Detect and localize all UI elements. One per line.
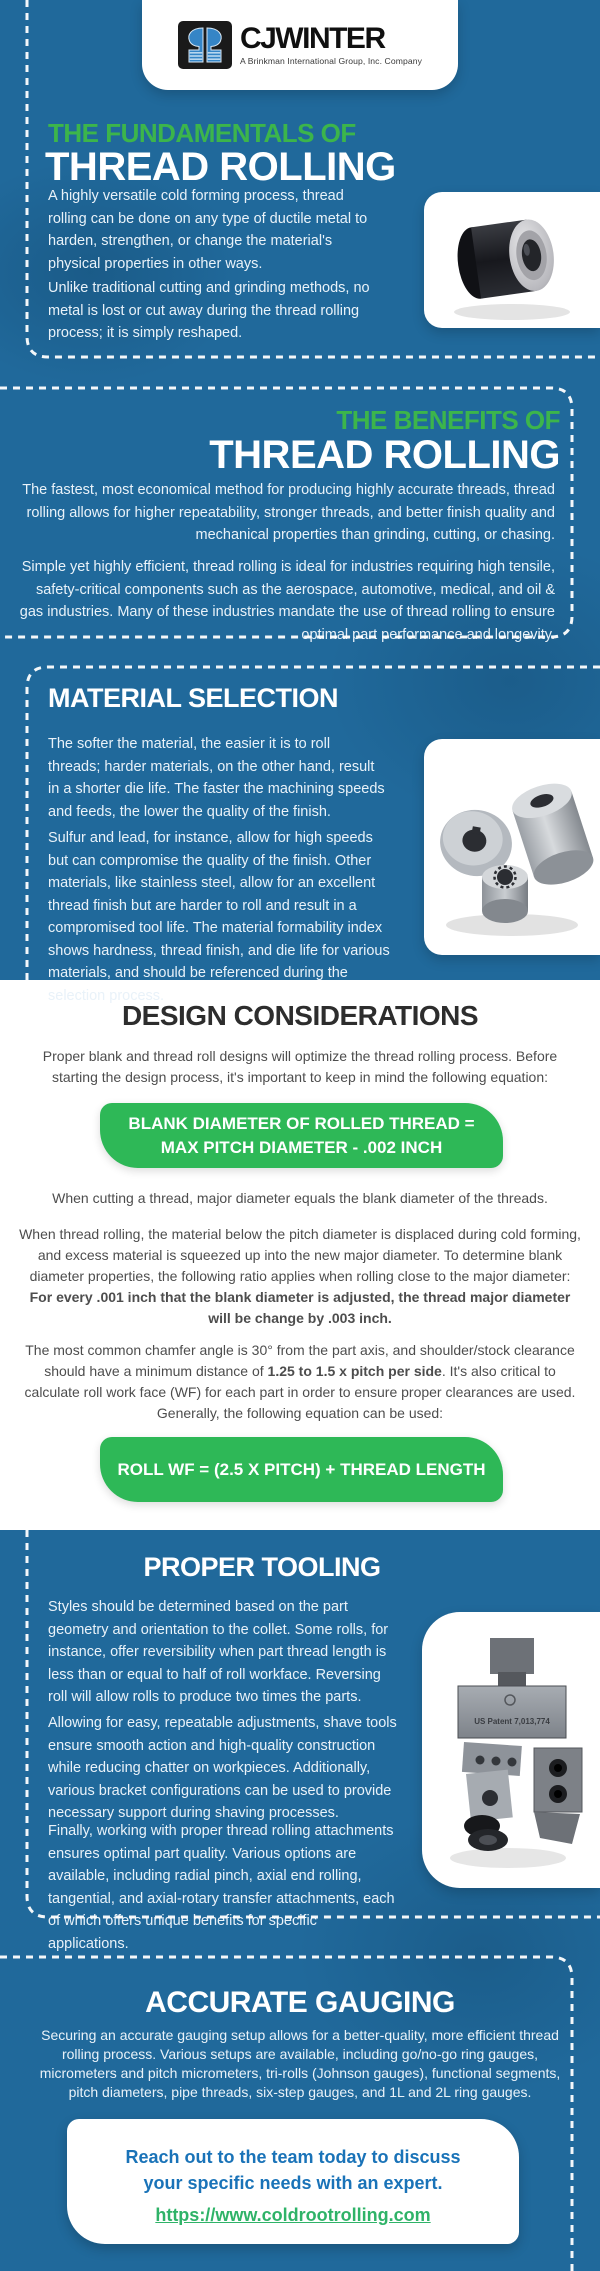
design-rolling-bold: For every .001 inch that the blank diameter is adjusted, the thread major diameter will be change by .003 inch.	[29, 1289, 571, 1326]
tooling-paragraph-2: Allowing for easy, repeatable adjustments, shave tools ensure smooth action and high-quality construction while reducing chatter on workpieces. Additionally, various bracket configurations can be used to provide necessary support during shaving processes.	[48, 1715, 397, 1821]
tooling-paragraph-1: Styles should be determined based on the part geometry and orientation to the collet. Some rolls, for instance, offer reversibility when part thread length is less than or equal to half of roll workface. Reversing roll will allow rolls to produce two times the parts.	[48, 1599, 389, 1705]
fundamentals-paragraph-1: A highly versatile cold forming process, thread rolling can be done on any type of ductile metal to harden, strengthen, or change the material's physical properties in other ways.	[48, 188, 368, 272]
benefits-paragraph-2: Simple yet highly efficient, thread rolling is ideal for industries requiring high tensile, safety-critical components such as the aerospace, automotive, medical, and oil & gas industries. Many of these industries mandate the use of thread rolling to ensure optimal part performance and longevity.	[19, 559, 555, 643]
design-cutting-note: When cutting a thread, major diameter equals the blank diameter of the threads.	[52, 1190, 548, 1206]
design-intro: Proper blank and thread roll designs will optimize the thread rolling process. Before starting the design process, it's important to keep in mind the following equation:	[42, 1048, 558, 1085]
thread-roll-dies-photo	[424, 739, 600, 955]
design-chamfer-pre: The most common chamfer angle is 30° from the part axis, and shoulder/stock clearance should have a minimum distance of	[25, 1342, 575, 1379]
thread-rolling-attachment-photo	[422, 1612, 600, 1888]
gauging-paragraph: Securing an accurate gauging setup allows for a better-quality, more efficient thread rolling process. Various setups are available, including go/no-go ring gauges, micrometers and pitch micrometers, tri-rolls (Johnson gauges), functional segments, pitch diameters, pipe threads, six-step gauges, and 1L and 2L ring gauges.	[39, 2027, 561, 2100]
brand-name: CJWINTER	[239, 22, 385, 56]
thread-roll-photo	[424, 192, 600, 328]
fundamentals-title: THREAD ROLLING	[45, 145, 396, 189]
material-paragraph-1: The softer the material, the easier it is to roll threads; harder materials, on the other hand, result in a shorter die life. The faster the machining speeds and feeds, the lower the quality of the finish.	[48, 736, 385, 820]
formula-box-roll-wf	[100, 1437, 503, 1502]
benefits-kicker: THE BENEFITS OF	[336, 405, 560, 435]
thread-roll-dies-photo-card	[424, 739, 600, 955]
tool-patent-text: US Patent 7,013,774	[474, 1717, 550, 1726]
thread-roll-photo-card	[424, 192, 600, 328]
cjwinter-logo-icon	[178, 21, 232, 69]
formula1-line2: MAX PITCH DIAMETER - .002 INCH	[160, 1137, 443, 1157]
formula-box-blank-diameter	[100, 1103, 503, 1168]
design-chamfer-paragraph	[18, 1340, 582, 1424]
design-rolling-paragraph	[18, 1224, 582, 1329]
tooling-heading: PROPER TOOLING	[143, 1552, 381, 1582]
brand-header-card	[142, 0, 458, 90]
thread-rolling-attachment-photo-card	[422, 1612, 600, 1888]
website-link[interactable]: https://www.coldrootrolling.com	[155, 2205, 431, 2225]
fundamentals-paragraph-2: Unlike traditional cutting and grinding methods, no metal is lost or cut away during the thread rolling process; it is simply reshaped.	[48, 280, 370, 341]
gauging-heading: ACCURATE GAUGING	[145, 1986, 455, 2019]
design-heading: DESIGN CONSIDERATIONS	[121, 1000, 479, 1031]
formula1-line1: BLANK DIAMETER OF ROLLED THREAD =	[128, 1113, 475, 1133]
cta-line-2: your specific needs with an expert.	[143, 2173, 443, 2193]
tooling-paragraph-3: Finally, working with proper thread rolling attachments ensures optimal part quality. Various options are available, including radial pinch, axial end rolling, tangential, and axial-rotary transfer attachments, each of which offers unique benefits for specific applications.	[48, 1823, 395, 1952]
design-chamfer-bold: 1.25 to 1.5 x pitch per side	[267, 1363, 442, 1379]
design-generally: Generally, the following equation can be used:	[156, 1405, 444, 1421]
formula2-text: ROLL WF = (2.5 X PITCH) + THREAD LENGTH	[117, 1459, 486, 1479]
benefits-title: THREAD ROLLING	[209, 433, 560, 477]
material-heading: MATERIAL SELECTION	[48, 683, 339, 713]
brand-tagline: A Brinkman International Group, Inc. Company	[239, 56, 423, 67]
fundamentals-kicker: THE FUNDAMENTALS OF	[48, 118, 356, 148]
footer-cta-card	[67, 2119, 519, 2244]
material-paragraph-2: Sulfur and lead, for instance, allow for high speeds but can compromise the quality of the finish. Other materials, like stainless steel, allow for an excellent thread finish but are harder to roll and result in a compromised tool life. The material formability index shows hardness, thread finish, and die life for various materials, and should be referenced during the selection process.	[48, 830, 390, 1004]
benefits-heading-block	[140, 407, 560, 477]
benefits-paragraph-1: The fastest, most economical method for producing highly accurate threads, thread rolling allows for higher repeatability, stronger threads, and better finish quality and mechanical properties than grinding, cutting, or chasing.	[22, 482, 555, 543]
design-rolling-text: When thread rolling, the material below the pitch diameter is displaced during cold forming, and excess material is squeezed up into the new major diameter. To determine blank diameter properties, the following ratio applies when rolling close to the major diameter:	[19, 1226, 581, 1284]
cta-line-1: Reach out to the team today to discuss	[125, 2147, 461, 2167]
design-chamfer-post: . It's also critical to calculate roll work face (WF) for each part in order to ensure proper clearances are used.	[24, 1363, 576, 1400]
